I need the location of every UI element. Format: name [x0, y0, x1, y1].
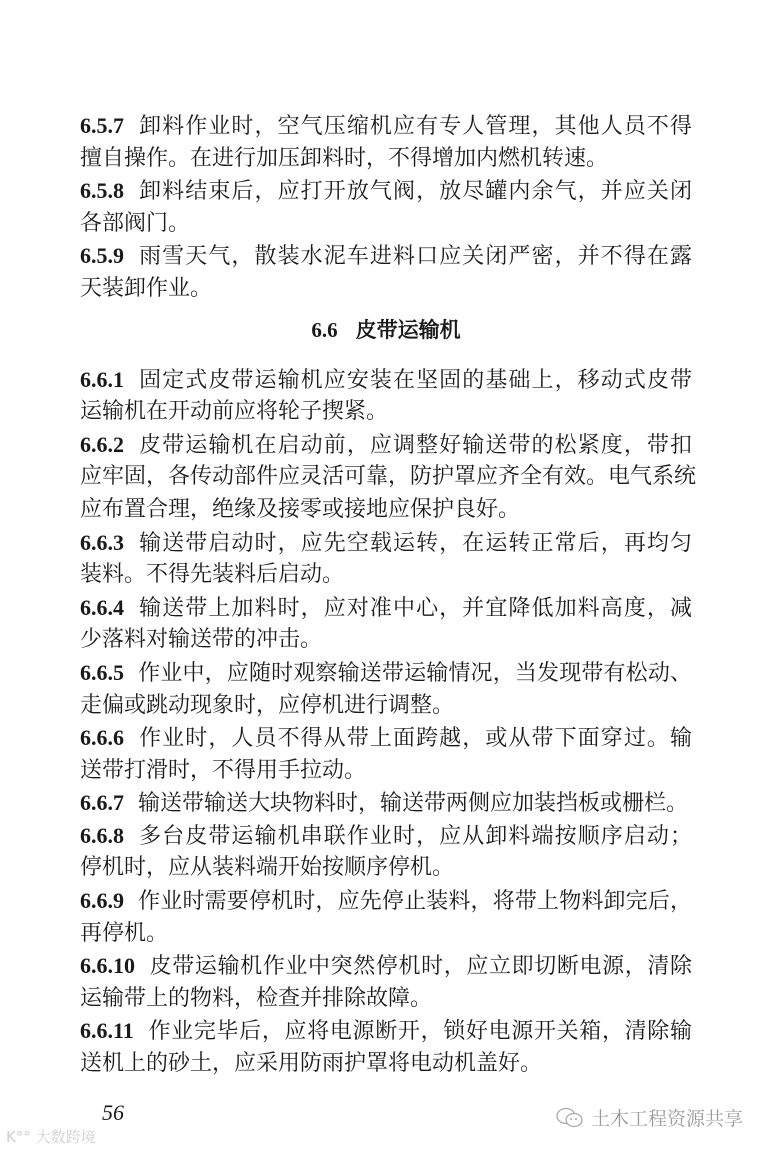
clause-text: 作业完毕后，应将电源断开，锁好电源开关箱，清除输: [147, 1019, 692, 1045]
logo-icon: K°°: [6, 1128, 36, 1146]
wechat-icon: [555, 1106, 585, 1130]
section-number: 6.6: [311, 317, 338, 342]
clause-text: 送带打滑时，不得用手拉动。: [80, 757, 367, 783]
clause-number: 6.5.9: [80, 243, 124, 269]
clause-6-6-8: [80, 820, 692, 885]
text-line: [80, 559, 692, 592]
clause-text: 多台皮带运输机串联作业时，应从卸料端按顺序启动；: [138, 823, 692, 849]
clause-number: 6.6.1: [80, 366, 124, 392]
clause-number: 6.6.11: [80, 1018, 134, 1044]
text-line: [80, 852, 692, 885]
clause-number: 6.5.7: [80, 113, 124, 138]
text-line: [80, 273, 692, 306]
clause-6-6-2: [80, 429, 697, 527]
text-line: [80, 624, 692, 657]
clause-text: 输送带上加料时，应对准中心，并宜降低加料高度，减: [138, 595, 692, 621]
text-line: [80, 950, 692, 983]
text-line: [80, 820, 692, 853]
clause-text: 停机时，应从装料端开始按顺序停机。: [80, 855, 455, 881]
clause-6-6-4: [80, 592, 692, 657]
clause-text: 作业时，人员不得从带上面跨越，或从带下面穿过。输: [138, 726, 692, 752]
text-line: [80, 787, 692, 820]
clause-text: 各部阀门。: [80, 210, 191, 236]
watermark-left-text: 大数跨境: [35, 1128, 96, 1146]
clause-6-5-8: [80, 175, 692, 240]
clause-6-6-10: [80, 950, 692, 1015]
clause-number: 6.6.7: [80, 790, 124, 816]
text-line: [80, 1048, 692, 1081]
text-line: [80, 722, 692, 755]
clause-6-6-5: [80, 657, 692, 722]
clause-6-6-6: [80, 722, 692, 787]
page-number: 56: [102, 1100, 124, 1125]
clause-text: 送机上的砂土，应采用防雨护罩将电动机盖好。: [80, 1051, 543, 1077]
clause-6-6-9: [80, 885, 692, 950]
clause-text: 作业时需要停机时，应先停止装料，将带上物料卸完后，: [138, 889, 692, 915]
clause-number: 6.6.2: [80, 431, 124, 457]
clause-text: 雨雪天气，散装水泥车进料口应关闭严密，并不得在露: [138, 244, 692, 270]
text-line: [80, 143, 692, 176]
clause-number: 6.6.10: [80, 953, 135, 979]
text-line: [80, 983, 692, 1016]
document-body: [80, 110, 697, 1081]
clause-text: 运输带上的物料，检查并排除故障。: [80, 985, 433, 1011]
clause-number: 6.6.8: [80, 822, 124, 848]
text-line: [80, 1015, 692, 1048]
clause-number: 6.6.4: [80, 594, 124, 620]
clause-text: 装料。不得先装料后启动。: [80, 562, 345, 588]
clause-6-6-7: [80, 787, 692, 820]
text-line: [80, 429, 692, 462]
text-line: [80, 527, 692, 560]
watermark-right: [555, 1104, 743, 1131]
watermark-left: [6, 1126, 96, 1147]
clause-text: 固定式皮带运输机应安装在坚固的基础上，移动式皮带: [138, 367, 692, 393]
text-line: [80, 755, 692, 788]
section-title: 皮带运输机: [355, 316, 461, 342]
text-line: [80, 657, 692, 690]
clause-6-5-9: [80, 240, 692, 305]
clause-text: 应牢固，各传动部件应灵活可靠，防护罩应齐全有效。电气系统: [80, 464, 697, 490]
text-line: [80, 175, 692, 208]
clause-text: 卸料作业时，空气压缩机应有专人管理，其他人员不得: [138, 114, 692, 139]
text-line: [80, 364, 692, 397]
clause-number: 6.6.3: [80, 529, 124, 555]
text-line: [80, 592, 692, 625]
clause-number: 6.6.9: [80, 888, 124, 914]
clause-text: 少落料对输送带的冲击。: [80, 627, 323, 653]
text-line: [80, 885, 692, 918]
clause-6-6-3: [80, 527, 692, 592]
clause-number: 6.6.5: [80, 659, 124, 685]
clause-number: 6.6.6: [80, 725, 124, 751]
clause-number: 6.5.8: [80, 178, 124, 204]
clause-text: 擅自操作。在进行加压卸料时，不得增加内燃机转速。: [80, 145, 609, 171]
clause-text: 输送带启动时，应先空载运转，在运转正常后，再均匀: [138, 530, 692, 556]
clause-text: 天装卸作业。: [80, 275, 213, 301]
text-line: [80, 396, 692, 429]
clause-text: 运输机在开动前应将轮子揳紧。: [80, 399, 389, 425]
text-line: [80, 208, 692, 241]
text-line: [80, 494, 692, 527]
clause-text: 作业中，应随时观察输送带运输情况，当发现带有松动、: [138, 660, 692, 686]
text-line: [80, 110, 692, 143]
section-heading: [80, 306, 692, 364]
text-line: [80, 461, 697, 494]
clause-text: 走偏或跳动现象时，应停机进行调整。: [80, 692, 455, 718]
text-line: [80, 690, 692, 723]
clause-6-5-7: [80, 110, 692, 175]
clause-6-6-1: [80, 364, 692, 429]
clause-text: 输送带输送大块物料时，输送带两侧应加装挡板或栅栏。: [138, 791, 689, 817]
clause-6-6-11: [80, 1015, 692, 1080]
clause-text: 再停机。: [80, 920, 169, 946]
clause-text: 应布置合理，绝缘及接零或接地应保护良好。: [80, 496, 521, 522]
clause-text: 卸料结束后，应打开放气阀，放尽罐内余气，并应关闭: [138, 179, 692, 205]
clause-text: 皮带运输机在启动前，应调整好输送带的松紧度，带扣: [138, 432, 692, 458]
text-line: [80, 918, 692, 951]
clause-text: 皮带运输机作业中突然停机时，应立即切断电源，清除: [149, 954, 692, 980]
watermark-right-text: 土木工程资源共享: [591, 1108, 744, 1130]
text-line: [80, 240, 692, 273]
